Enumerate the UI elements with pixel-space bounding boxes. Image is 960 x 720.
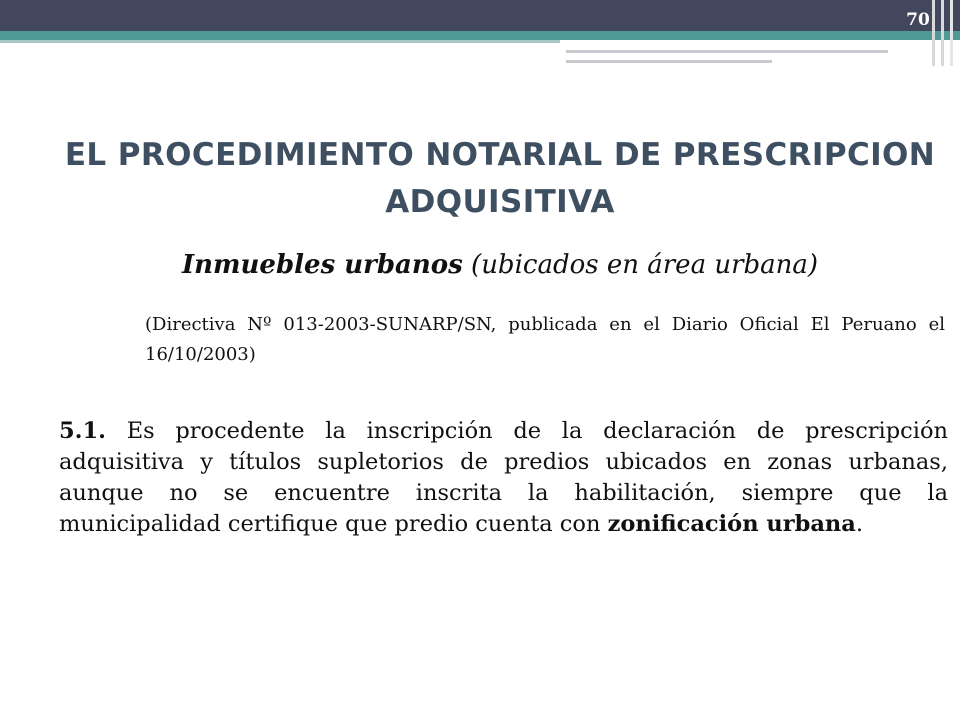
slide-number: 70: [906, 10, 930, 30]
directive-reference: (Directiva Nº 013-2003-SUNARP/SN, publicada en el Diario Oficial El Peruano el 16/10/2003): [145, 314, 945, 365]
paragraph-end: .: [855, 511, 864, 537]
slide-title: EL PROCEDIMIENTO NOTARIAL DE PRESCRIPCION ADQUISITIVA: [64, 137, 936, 220]
decorative-rule: [566, 50, 888, 53]
subtitle-rest: (ubicados en área urbana): [462, 250, 819, 280]
header-accent-stripe: [0, 40, 560, 43]
header-accent-band: [0, 31, 960, 40]
subtitle: [40, 250, 960, 280]
paragraph-emphasis: zonificación urbana: [607, 511, 856, 537]
body-paragraph: [59, 416, 948, 540]
header-band: [0, 0, 960, 31]
paragraph-text: Es procedente la inscripción de la declaración de prescripción adquisitiva y títulos supletorios de predios ubicados en zonas urbanas, aunque no se encuentre inscrita la habilitación, siempre que la municipalidad certifique que predio cuenta con: [59, 418, 948, 537]
decorative-vertical-line: [950, 0, 953, 66]
decorative-vertical-line: [941, 0, 944, 66]
decorative-rule: [566, 60, 772, 63]
subtitle-bold: Inmuebles urbanos: [181, 250, 463, 280]
paragraph-number: 5.1.: [59, 418, 106, 444]
